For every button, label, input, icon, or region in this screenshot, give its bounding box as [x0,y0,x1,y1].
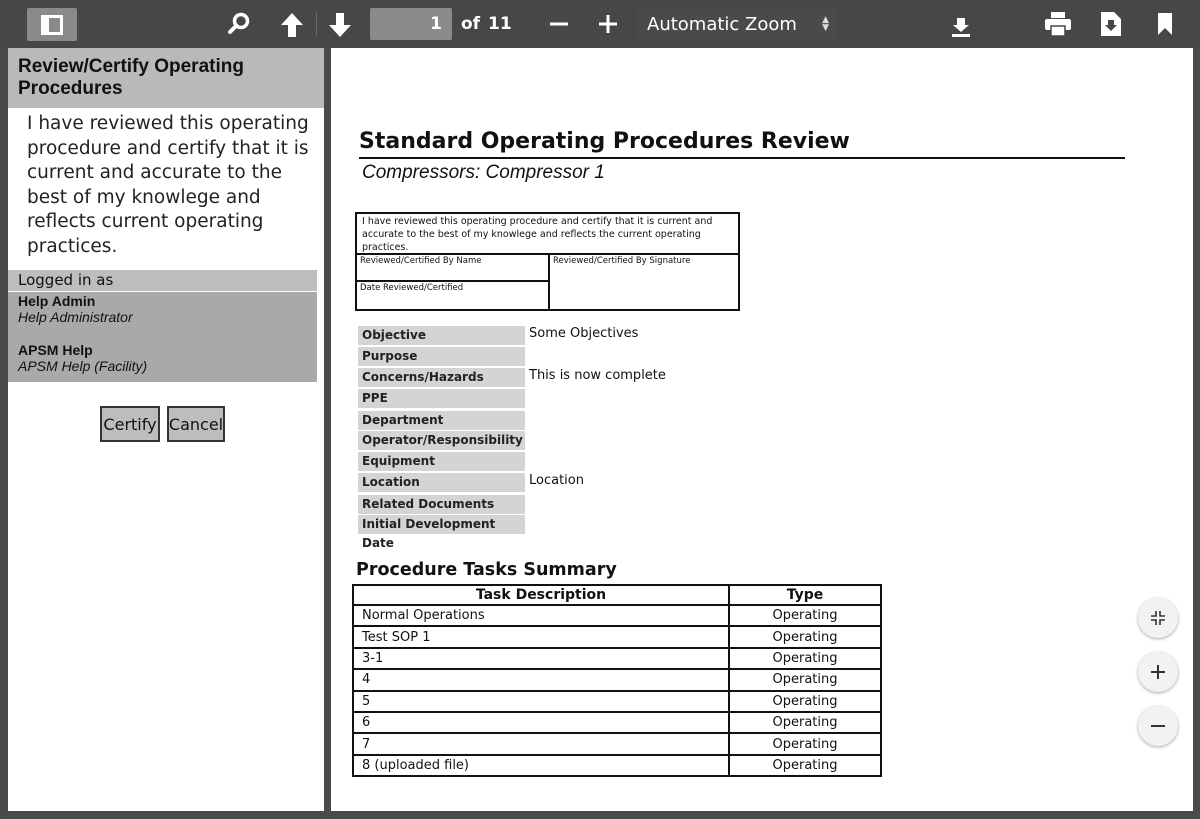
certification-statement: I have reviewed this operating procedure and certify that it is current and accurate to the best of my knowlege and reflects current operating practices. [27,113,309,257]
task-type: Operating [729,605,881,626]
task-description: 3-1 [353,648,729,669]
task-type: Operating [729,648,881,669]
info-label: PPE [358,389,525,408]
tasks-heading: Procedure Tasks Summary [356,560,617,580]
cert-name-field: Reviewed/Certified By Name [357,255,550,282]
info-row [358,411,1058,431]
toolbar-separator [316,12,317,36]
table-row [353,648,881,669]
table-row [353,733,881,754]
info-row [358,515,1058,550]
user-entry [18,293,307,325]
info-label: Objective [358,326,525,345]
bookmark-icon [1157,12,1173,36]
document-subtitle: Compressors: Compressor 1 [362,162,605,183]
info-label: Department [358,411,525,430]
cert-signature-field: Reviewed/Certified By Signature [553,256,691,266]
tasks-table [352,584,882,777]
printer-icon [1044,11,1072,37]
task-description: 5 [353,691,729,712]
info-row [358,495,1058,515]
table-row [353,669,881,690]
bookmark-button[interactable] [1154,10,1176,38]
info-label: Operator/Responsibility [358,431,525,450]
task-description: 8 (uploaded file) [353,755,729,776]
arrow-down-icon [328,12,352,38]
table-row [353,755,881,776]
previous-page-button[interactable] [278,11,306,39]
fab-zoom-out-button[interactable] [1138,706,1178,746]
certify-button[interactable]: Certify [100,406,160,442]
save-button[interactable] [1098,10,1124,38]
task-description: Test SOP 1 [353,626,729,647]
page-of-label: of [461,14,481,34]
certification-box [355,212,740,311]
column-header-description: Task Description [353,585,729,605]
search-icon [227,12,251,36]
plus-icon [598,14,618,34]
task-description: 6 [353,712,729,733]
table-row [353,691,881,712]
plus-icon [1150,664,1166,680]
column-header-type: Type [729,585,881,605]
task-type: Operating [729,755,881,776]
sidebar-icon [41,15,63,35]
info-label: Location [358,473,525,492]
certify-sidebar [8,48,324,811]
download-icon [950,14,972,38]
task-type: Operating [729,733,881,754]
table-row [353,605,881,626]
task-type: Operating [729,626,881,647]
search-button[interactable] [225,11,253,37]
table-header-row [353,585,881,605]
info-value: Location [529,473,584,488]
zoom-select[interactable] [638,8,838,41]
fit-page-button[interactable] [1138,598,1178,638]
select-arrows-icon: ▲ ▼ [822,15,829,33]
minus-icon [549,14,569,34]
zoom-out-button[interactable] [547,12,571,36]
collapse-icon [1150,610,1166,626]
document-page [331,48,1193,811]
arrow-up-icon [280,12,304,38]
info-label: Related Documents [358,495,525,514]
info-row [358,452,1058,472]
zoom-in-button[interactable] [596,12,620,36]
cancel-button[interactable]: Cancel [167,406,225,442]
info-row [358,389,1058,409]
task-description: 7 [353,733,729,754]
cert-date-field: Date Reviewed/Certified [357,282,550,309]
task-type: Operating [729,669,881,690]
sidebar-toggle-button[interactable] [27,8,77,41]
zoom-select-value: Automatic Zoom [647,14,797,35]
logged-in-users [8,292,317,382]
info-row [358,368,1058,388]
task-description: 4 [353,669,729,690]
info-value: This is now complete [529,368,666,383]
user-name: APSM Help [18,342,93,358]
fab-zoom-in-button[interactable] [1138,652,1178,692]
download-button[interactable] [948,12,974,40]
task-type: Operating [729,712,881,733]
info-row [358,326,1058,346]
info-label: Concerns/Hazards [358,368,525,387]
document-download-icon [1100,11,1122,37]
page-count: 11 [488,14,512,34]
info-label: Equipment [358,452,525,471]
user-name: Help Admin [18,293,96,309]
print-button[interactable] [1042,10,1074,38]
user-role: Help Administrator [18,309,133,325]
page-number-input[interactable]: 1 [370,8,452,40]
info-row [358,347,1058,367]
sidebar-title: Review/Certify Operating Procedures [8,48,324,108]
user-entry [18,342,307,374]
table-row [353,712,881,733]
minus-icon [1150,718,1166,734]
task-description: Normal Operations [353,605,729,626]
title-rule [359,157,1125,159]
user-role: APSM Help (Facility) [18,358,148,374]
cert-statement: I have reviewed this operating procedure and certify that it is current and accurate to the best of my knowlege and reflects the current operating practices. [357,214,738,255]
info-label: Purpose [358,347,525,366]
logged-in-label: Logged in as [8,270,317,291]
info-row [358,473,1058,493]
info-label: Initial Development Date [358,515,525,534]
sidebar-divider[interactable] [324,48,331,811]
info-row [358,431,1058,451]
table-row [353,626,881,647]
info-value: Some Objectives [529,326,639,341]
next-page-button[interactable] [326,11,354,39]
window-frame [0,811,1200,819]
pdf-toolbar [0,0,1200,48]
task-type: Operating [729,691,881,712]
document-title: Standard Operating Procedures Review [359,129,850,154]
